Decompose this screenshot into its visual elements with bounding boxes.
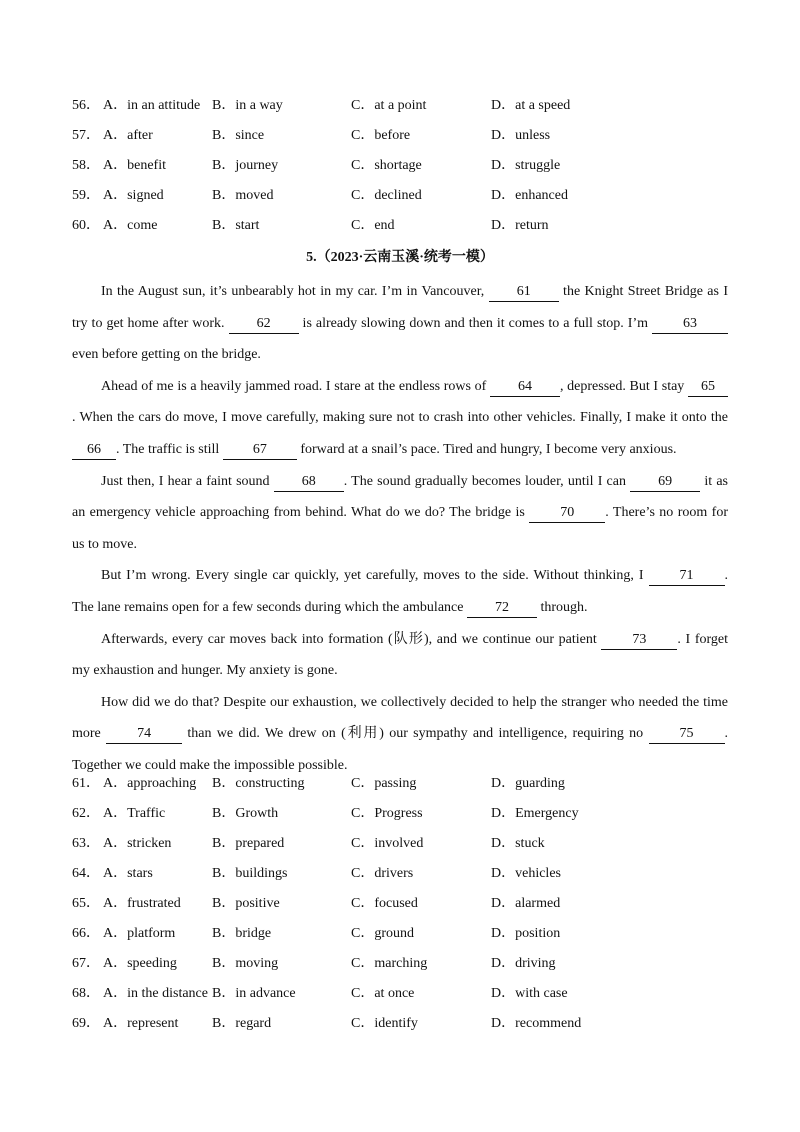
question-number: 66． — [72, 926, 100, 941]
option-d: D．driving — [491, 956, 556, 971]
option-a: A．stricken — [103, 836, 172, 851]
question-number: 69． — [72, 1016, 100, 1031]
question-number: 61． — [72, 776, 100, 791]
option-a: A．stars — [103, 866, 153, 881]
option-a: A．platform — [103, 926, 176, 941]
option-d: D．position — [491, 926, 561, 941]
passage — [72, 276, 728, 782]
option-b: B．journey — [212, 158, 279, 173]
passage-text: is already slowing down and then it comes to a full stop. I’m — [298, 315, 652, 331]
option-b: B．moving — [212, 956, 279, 971]
option-d: D．at a speed — [491, 98, 571, 113]
option-a: A．come — [103, 218, 158, 233]
option-d: D．enhanced — [491, 188, 568, 203]
option-d: D．alarmed — [491, 896, 561, 911]
blank-62: 62 — [229, 315, 299, 334]
passage-text: forward at a snail’s pace. Tired and hungry, I become very anxious. — [296, 441, 677, 457]
blank-69: 69 — [630, 473, 700, 492]
passage-text: Just then, I hear a faint sound — [101, 473, 274, 489]
option-c: C．involved — [351, 836, 424, 851]
option-a: A．represent — [103, 1016, 179, 1031]
option-c: C．Progress — [351, 806, 423, 821]
passage-text: it as an emergency vehicle approaching from behind. What do we do? The bridge is — [72, 473, 728, 521]
option-c: C．focused — [351, 896, 418, 911]
question-number: 62． — [72, 806, 100, 821]
passage-text: But I’m wrong. Every single car quickly, yet carefully, moves to the side. Without thinking, I — [101, 568, 649, 584]
blank-67: 67 — [223, 441, 297, 460]
option-c: C．passing — [351, 776, 417, 791]
question-number: 57． — [72, 128, 100, 143]
passage-text: In the August sun, it’s unbearably hot in my car. I’m in Vancouver, — [101, 284, 489, 299]
option-a: A．Traffic — [103, 806, 166, 821]
passage-paragraph-1 — [72, 276, 728, 371]
option-a: A．benefit — [103, 158, 166, 173]
blank-63: 63 — [652, 315, 728, 334]
blank-64: 64 — [490, 378, 560, 397]
blank-68: 68 — [274, 473, 344, 492]
blank-72: 72 — [467, 599, 537, 618]
question-number: 64． — [72, 866, 100, 881]
passage-text: . Together we could make the impossible possible. — [72, 726, 728, 773]
question-number: 58． — [72, 158, 100, 173]
passage-paragraph-2 — [72, 371, 728, 466]
option-b: B．in advance — [212, 986, 296, 1001]
blank-74: 74 — [106, 725, 182, 744]
passage-text: How did we do that? Despite our exhaustion, we collectively decided to help the stranger who needed the time more — [72, 694, 728, 742]
option-d: D．stuck — [491, 836, 545, 851]
section-heading: 5.（2023·云南玉溪·统考一模） — [306, 250, 494, 265]
option-c: C．shortage — [351, 158, 422, 173]
option-b: B．since — [212, 128, 265, 143]
option-a: A．approaching — [103, 776, 197, 791]
passage-paragraph-3 — [72, 466, 728, 561]
option-c: C．drivers — [351, 866, 414, 881]
blank-71: 71 — [649, 567, 725, 586]
question-number: 67． — [72, 956, 100, 971]
option-a: A．speeding — [103, 956, 177, 971]
option-c: C．ground — [351, 926, 414, 941]
question-number: 60． — [72, 218, 100, 233]
passage-text: . The lane remains open for a few seconds during which the ambulance — [72, 568, 728, 615]
passage-text: Afterwards, every car moves back into formation (队形), and we continue our patient — [101, 631, 602, 647]
option-d: D．return — [491, 218, 549, 233]
blank-70: 70 — [529, 504, 605, 523]
option-b: B．buildings — [212, 866, 288, 881]
option-a: A．in an attitude — [103, 98, 201, 113]
option-c: C．at once — [351, 986, 415, 1001]
question-number: 56． — [72, 98, 100, 113]
option-b: B．prepared — [212, 836, 285, 851]
option-b: B．positive — [212, 896, 280, 911]
option-d: D．Emergency — [491, 806, 579, 821]
passage-text: Ahead of me is a heavily jammed road. I stare at the endless rows of — [101, 378, 490, 394]
option-c: C．before — [351, 128, 411, 143]
passage-paragraph-6 — [72, 687, 728, 782]
option-a: A．signed — [103, 188, 164, 203]
passage-text: . The traffic is still — [116, 441, 223, 457]
passage-text: than we did. We drew on (利用) our sympathy and intelligence, requiring no — [182, 726, 649, 742]
passage-text: . When the cars do move, I move carefully, making sure not to crash into other vehicles. Finally, I make it onto the — [72, 410, 728, 426]
passage-text: . The sound gradually becomes louder, until I can — [343, 473, 631, 489]
option-b: B．in a way — [212, 98, 283, 113]
passage-paragraph-5 — [72, 624, 728, 687]
passage-text: . There’s no room for us to move. — [72, 505, 728, 552]
question-number: 59． — [72, 188, 100, 203]
passage-text: . I forget my exhaustion and hunger. My anxiety is gone. — [72, 631, 728, 679]
option-b: B．constructing — [212, 776, 305, 791]
option-d: D．guarding — [491, 776, 565, 791]
question-number: 65． — [72, 896, 100, 911]
option-c: C．declined — [351, 188, 422, 203]
option-d: D．with case — [491, 986, 568, 1001]
blank-65: 65 — [688, 378, 728, 397]
option-d: D．vehicles — [491, 866, 561, 881]
option-c: C．marching — [351, 956, 428, 971]
question-number: 63． — [72, 836, 100, 851]
option-a: A．in the distance — [103, 986, 208, 1001]
option-d: D．struggle — [491, 158, 561, 173]
blank-75: 75 — [649, 725, 725, 744]
option-b: B．regard — [212, 1016, 272, 1031]
passage-text: even before getting on the bridge. — [72, 347, 261, 363]
option-b: B．Growth — [212, 806, 279, 821]
passage-text: the Knight Street Bridge as I try to get home after work. — [72, 284, 728, 331]
blank-73: 73 — [601, 631, 677, 650]
passage-text: through. — [536, 599, 588, 615]
blank-61: 61 — [489, 283, 559, 302]
option-a: A．frustrated — [103, 896, 181, 911]
option-d: D．recommend — [491, 1016, 582, 1031]
option-c: C．identify — [351, 1016, 418, 1031]
blank-66: 66 — [72, 441, 116, 460]
option-b: B．bridge — [212, 926, 272, 941]
option-d: D．unless — [491, 128, 551, 143]
question-number: 68． — [72, 986, 100, 1001]
passage-text: , depressed. But I stay — [559, 378, 688, 394]
option-c: C．end — [351, 218, 395, 233]
option-a: A．after — [103, 128, 153, 143]
option-b: B．start — [212, 218, 260, 233]
option-b: B．moved — [212, 188, 274, 203]
option-c: C．at a point — [351, 98, 427, 113]
passage-paragraph-4 — [72, 560, 728, 623]
